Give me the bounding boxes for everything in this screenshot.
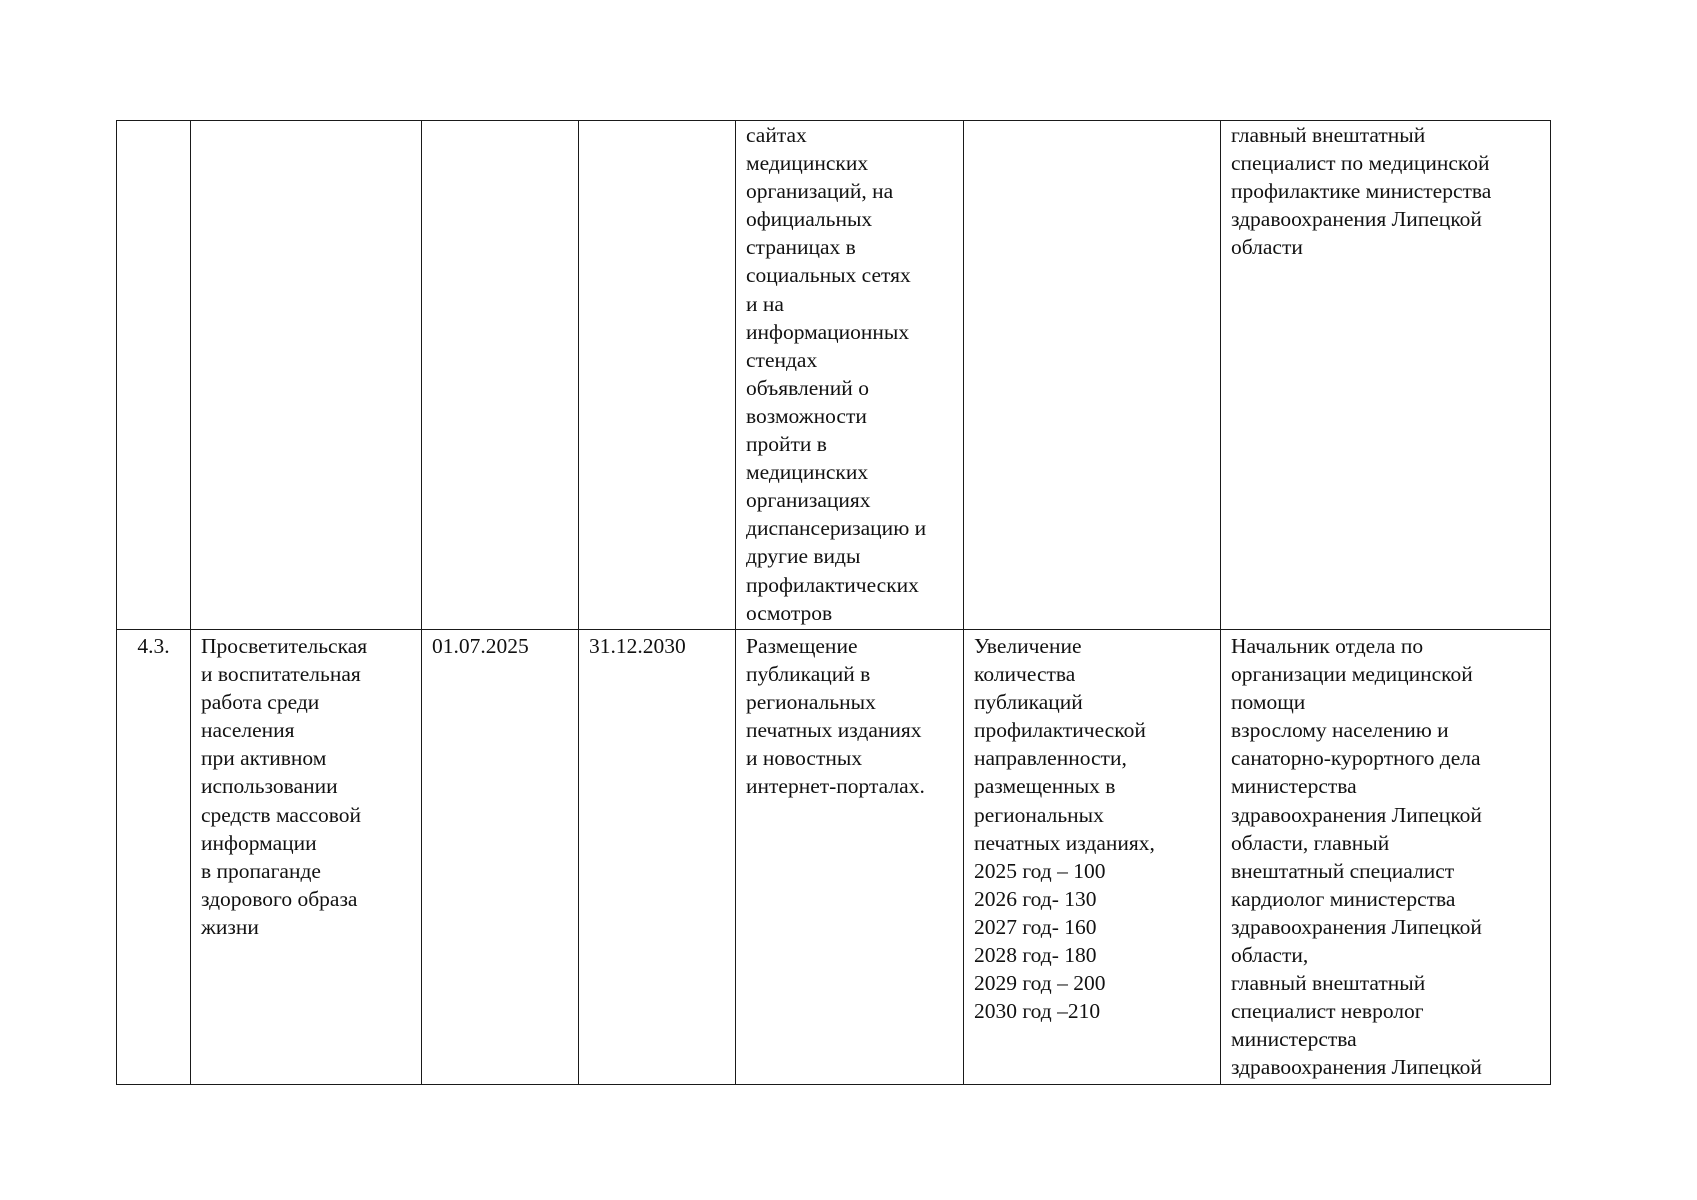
- row-number-cell: 4.3.: [117, 630, 191, 1085]
- implementation-form-cell: Размещение публикаций в региональных печатных изданиях и новостных интернет-порталах.: [736, 630, 964, 1085]
- responsible-cell: Начальник отдела по организации медицинской помощи взрослому населению и санаторно-курортного дела министерства здравоохранения Липецкой области, главный внештатный специалист кардиолог министерства здравоохранения Липецкой области, главный внештатный специалист невролог министерства здравоохранения Липецкой: [1221, 630, 1551, 1085]
- activity-cell: Просветительская и воспитательная работа среди населения при активном использовании средств массовой информации в пропаганде здорового образа жизни: [191, 630, 422, 1085]
- implementation-form-cell: сайтах медицинских организаций, на официальных страницах в социальных сетях и на информационных стендах объявлений о возможности пройти в медицинских организациях диспансеризацию и другие виды профилактических осмотров: [736, 121, 964, 630]
- activity-plan-table: [116, 120, 1551, 1085]
- table-row: [117, 121, 1551, 630]
- activity-cell: [191, 121, 422, 630]
- end-date-cell: 31.12.2030: [579, 630, 736, 1085]
- expected-result-cell: [964, 121, 1221, 630]
- table-row: [117, 630, 1551, 1085]
- start-date-cell: [422, 121, 579, 630]
- expected-result-cell: Увеличение количества публикаций профилактической направленности, размещенных в региональных печатных изданиях, 2025 год – 100 2026 год- 130 2027 год- 160 2028 год- 180 2029 год – 200 2030 год –210: [964, 630, 1221, 1085]
- end-date-cell: [579, 121, 736, 630]
- responsible-cell: главный внештатный специалист по медицинской профилактике министерства здравоохранения Липецкой области: [1221, 121, 1551, 630]
- row-number-cell: [117, 121, 191, 630]
- start-date-cell: 01.07.2025: [422, 630, 579, 1085]
